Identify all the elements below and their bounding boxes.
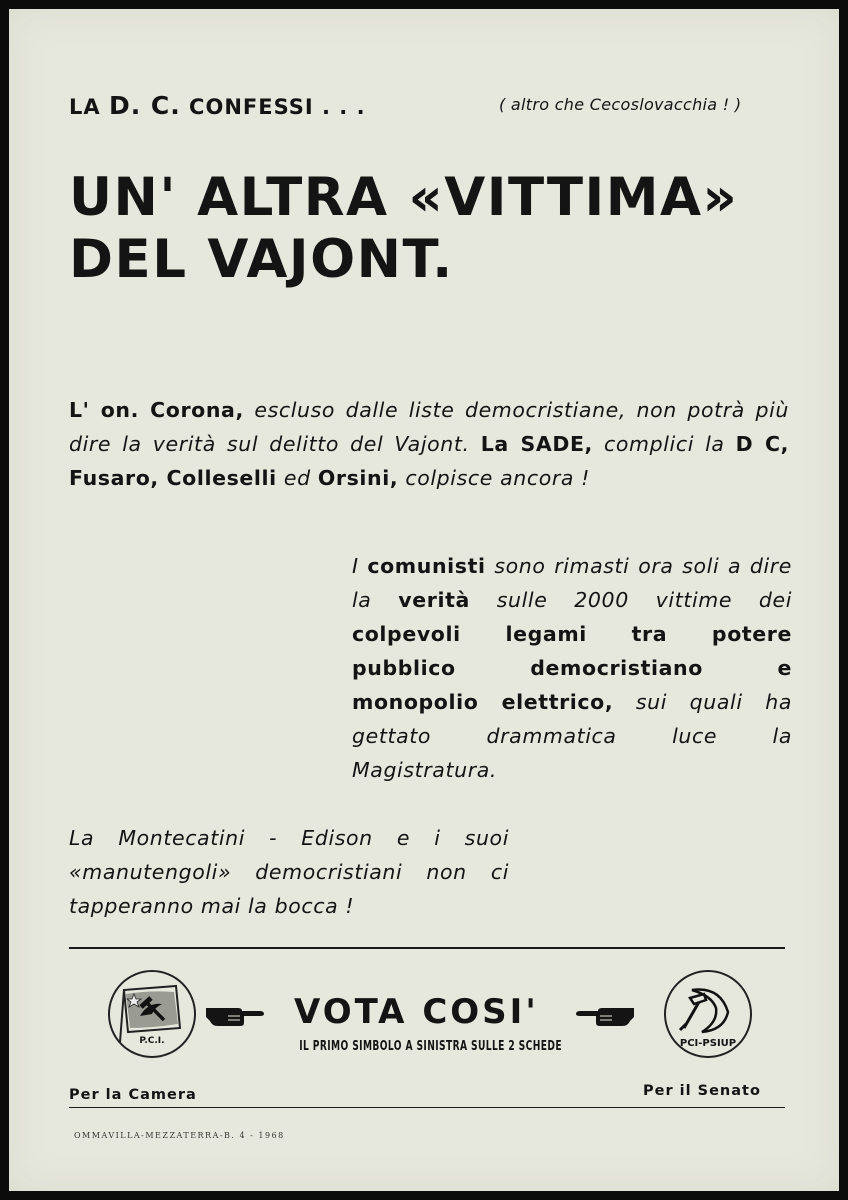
pci-symbol-label: P.C.I.	[139, 1036, 165, 1046]
header-confessi: CONFESSI . . .	[180, 95, 366, 119]
p1-text-d: colpisce ancora !	[398, 466, 590, 490]
header-left	[69, 91, 366, 120]
divider-top	[69, 947, 785, 949]
printer-imprint: OMMAVILLA-MEZZATERRA-B. 4 - 1968	[74, 1131, 285, 1140]
pci-psiup-hammer-sickle-icon	[664, 970, 752, 1058]
paragraph-1	[69, 393, 789, 495]
p2-verita: verità	[398, 588, 470, 612]
p1-text-c: ed	[276, 466, 318, 490]
paragraph-3: La Montecatini - Edison e i suoi «manutengoli» democristiani non ci tapperanno mai la bocca !	[69, 826, 509, 918]
p2-comunisti: comunisti	[367, 554, 486, 578]
pointing-hand-left-icon	[574, 999, 636, 1027]
label-camera: Per la Camera	[69, 1087, 197, 1103]
p2-text-d: sui quali ha gettato drammatica luce la Magistratura.	[352, 690, 793, 782]
paragraph-2	[352, 549, 792, 787]
headline	[69, 167, 809, 291]
pci-psiup-symbol-label: PCI-PSIUP	[679, 1038, 737, 1049]
p1-text-a: escluso dalle liste democristiane, non potrà più dire la verità sul delitto del Vajont.	[69, 398, 790, 456]
p1-sade: La SADE,	[480, 432, 593, 456]
p2-text-b: sono rimasti ora soli a dire la	[352, 554, 792, 612]
header-dc: D. C.	[108, 91, 181, 120]
divider-bottom	[69, 1107, 785, 1108]
header-la: LA	[69, 95, 109, 119]
vote-title: VOTA COSI'	[294, 992, 539, 1032]
p2-legami: colpevoli legami tra potere pubblico democristiano e monopolio elettrico,	[352, 622, 792, 714]
p2-text-c: sulle 2000 vittime dei	[469, 588, 793, 612]
headline-line2: DEL VAJONT.	[69, 229, 454, 290]
p1-orsini: Orsini,	[317, 466, 399, 490]
headline-line1: UN' ALTRA «VITTIMA»	[69, 167, 739, 228]
pointing-hand-right-icon	[204, 999, 266, 1027]
p2-text-a: I	[352, 554, 368, 578]
poster-sheet	[9, 9, 839, 1191]
header-right: ( altro che Cecoslovacchia ! )	[499, 95, 742, 114]
pci-hammer-sickle-flag-icon	[108, 970, 196, 1058]
p1-corona: L' on. Corona,	[69, 398, 244, 422]
p1-names: D C, Fusaro, Colleselli	[69, 432, 790, 490]
vote-subtitle: IL PRIMO SIMBOLO A SINISTRA SULLE 2 SCHEDE	[299, 1039, 562, 1054]
p1-text-b: complici la	[592, 432, 736, 456]
label-senato: Per il Senato	[643, 1083, 761, 1099]
